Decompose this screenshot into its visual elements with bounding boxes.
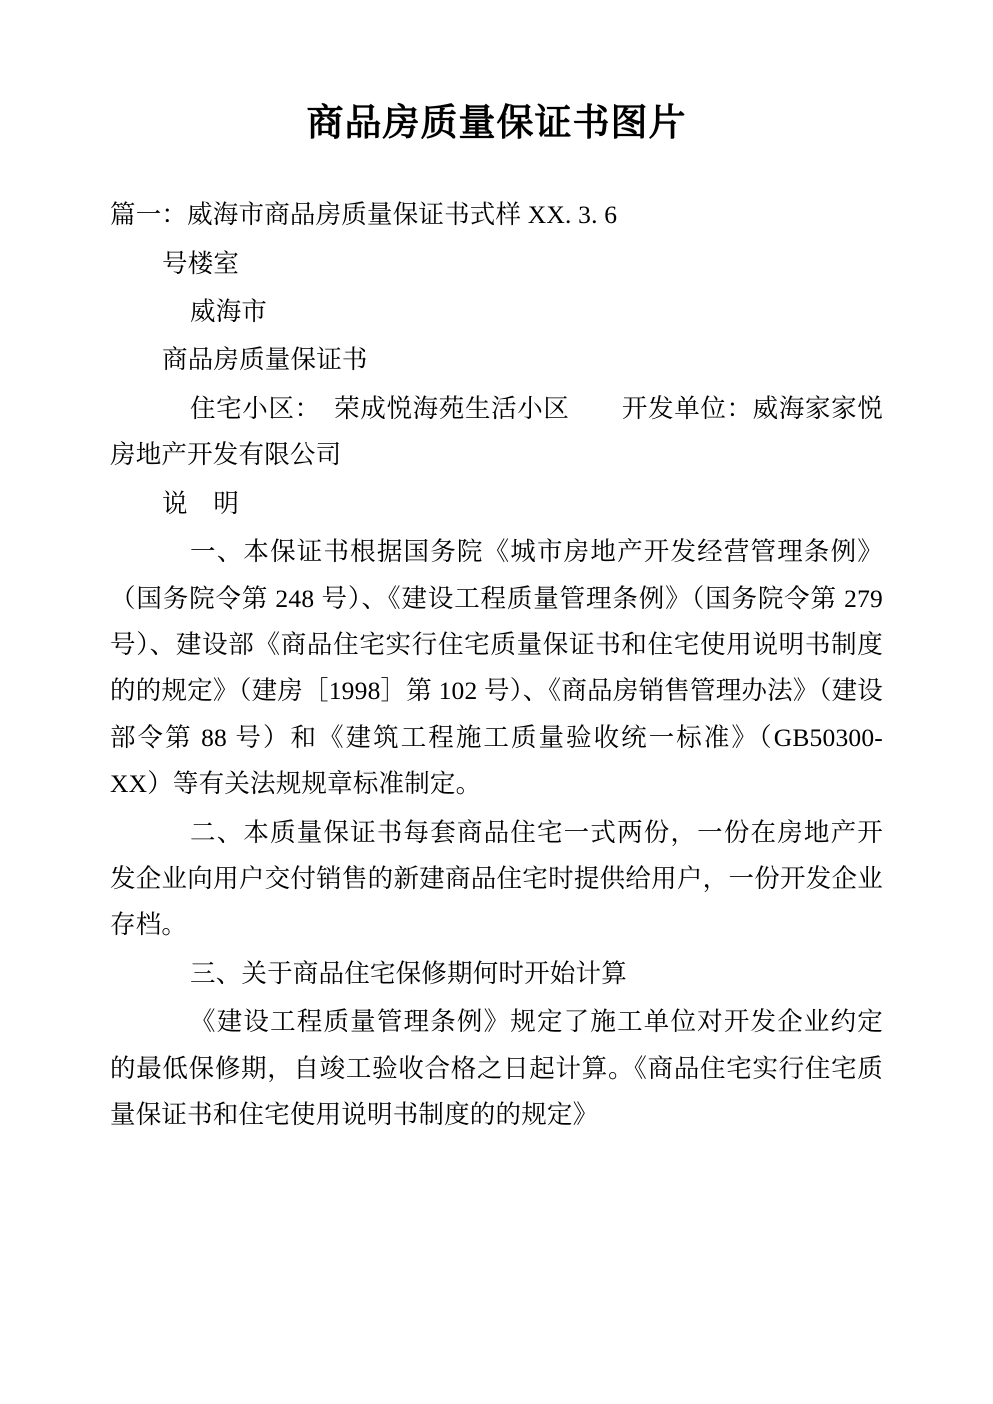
page-title: 商品房质量保证书图片 bbox=[306, 102, 687, 143]
paragraph-city: 威海市 bbox=[190, 297, 268, 327]
paragraph-item-three-body: 《建设工程质量管理条例》规定了施工单位对开发企业约定的最低保修期，自竣工验收合格之日起计算。《商品住宅实行住宅质量保证书和住宅使用说明书制度的的规定》 bbox=[110, 1007, 883, 1129]
paragraph-community-developer: 住宅小区： 荣成悦海苑生活小区 开发单位：威海家家悦房地产开发有限公司 bbox=[110, 393, 883, 470]
paragraph-certificate-name: 商品房质量保证书 bbox=[162, 345, 368, 375]
paragraph-item-three: 三、关于商品住宅保修期何时开始计算 bbox=[190, 958, 627, 988]
paragraph-item-two: 二、本质量保证书每套商品住宅一式两份，一份在房地产开发企业向用户交付销售的新建商品住宅时提供给用户，一份开发企业存档。 bbox=[110, 817, 883, 940]
paragraph-explanation-heading: 说 明 bbox=[162, 488, 240, 518]
paragraph-building-room: 号楼室 bbox=[162, 248, 240, 278]
paragraph-intro: 篇一：威海市商品房质量保证书式样 XX. 3. 6 bbox=[110, 200, 618, 230]
paragraph-item-one: 一、本保证书根据国务院《城市房地产开发经营管理条例》（国务院令第 248 号）、《建设工程质量管理条例》（国务院令第 279 号）、建设部《商品住宅实行住宅质量保证书和住宅使用说明书制度的的规定》（建房［1998］第 102 号）、《商品房销售管理办法》（建设部令第 88 号）和《建筑工程施工质量验收统一标准》（GB50300-XX）等有关法规规章标准制定。 bbox=[110, 537, 883, 799]
